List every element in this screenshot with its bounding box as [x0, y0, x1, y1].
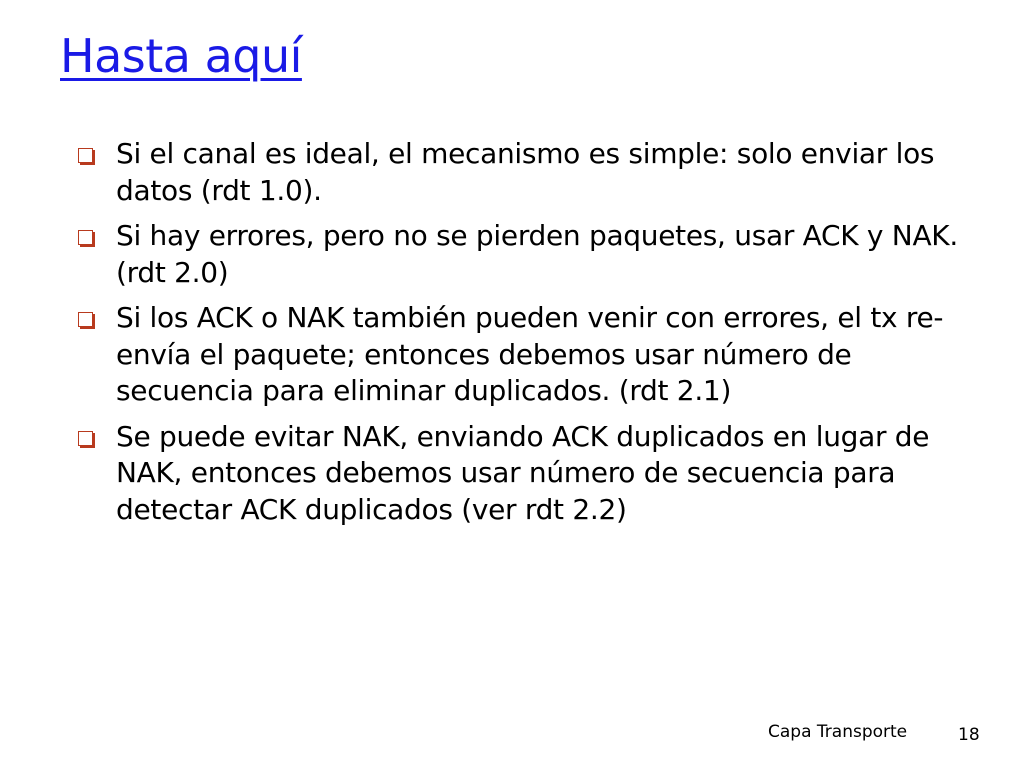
bullet-text: Se puede evitar NAK, enviando ACK duplicados en lugar de NAK, entonces debemos usar número de secuencia para detectar ACK duplicados (ver rdt 2.2) [116, 419, 930, 526]
square-bullet-icon [78, 148, 93, 163]
page-number: 18 [958, 725, 980, 745]
bullet-item [78, 218, 958, 291]
footer-section-label: Capa Transporte [768, 722, 908, 742]
bullet-text: Si el canal es ideal, el mecanismo es simple: solo enviar los datos (rdt 1.0). [116, 137, 935, 207]
bullet-item [78, 419, 958, 529]
square-bullet-icon [78, 431, 93, 446]
bullet-item [78, 136, 958, 209]
slide-title: Hasta aquí [60, 29, 302, 83]
square-bullet-icon [78, 230, 93, 245]
bullet-text: Si los ACK o NAK también pueden venir con errores, el tx re-envía el paquete; entonces debemos usar número de secuencia para eliminar duplicados. (rdt 2.1) [116, 301, 944, 407]
bullet-text: Si hay errores, pero no se pierden paquetes, usar ACK y NAK. (rdt 2.0) [116, 219, 958, 289]
bullet-list [78, 136, 958, 537]
bullet-item [78, 300, 958, 410]
square-bullet-icon [78, 312, 93, 327]
